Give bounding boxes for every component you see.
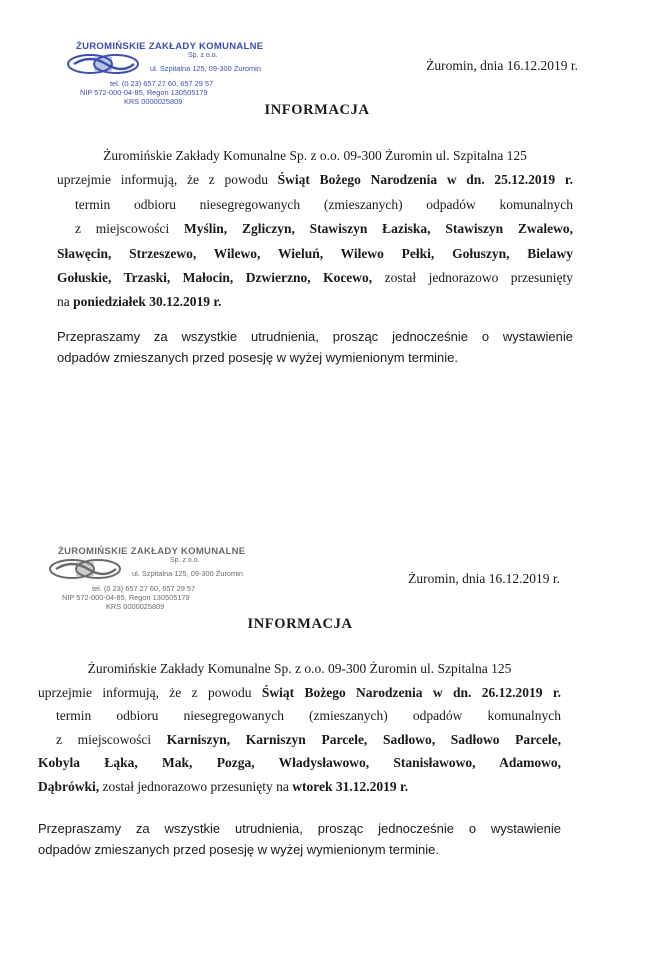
notice-title: INFORMACJA <box>247 616 353 632</box>
stamp-address: ul. Szpitalna 125, 09-300 Żuromin <box>150 64 261 73</box>
body-line <box>38 681 561 705</box>
localities: Dąbrówki, <box>38 778 100 794</box>
body-line: termin odbioru niesegregowanych (zmieszanych) odpadów komunalnych <box>56 708 561 724</box>
notice-1 <box>0 0 650 450</box>
body-text: został jednorazowo przesunięty na <box>99 778 293 794</box>
new-pickup-date: poniedziałek 30.12.2019 r. <box>73 294 222 310</box>
body-line: Żuromińskie Zakłady Komunalne Sp. z o.o. 09-300 Żuromin ul. Szpitalna 125 <box>103 148 527 163</box>
notice-2 <box>0 515 650 965</box>
stamp-phone: tel. (0 23) 657 27 60, 657 29 57 <box>110 79 214 88</box>
stamp-legal-form: Sp. z o.o. <box>188 52 218 59</box>
notice-date: Żuromin, dnia 16.12.2019 r. <box>426 58 578 73</box>
apology-paragraph <box>57 326 573 368</box>
body-text: uprzejmie informują, że z powodu <box>57 172 278 188</box>
holiday-date: Świąt Bożego Narodzenia w dn. 26.12.2019 r. <box>261 684 561 700</box>
new-pickup-date: wtorek 31.12.2019 r. <box>292 778 409 794</box>
body-text: został jednorazowo przesunięty <box>372 270 573 286</box>
body-line: odpadów zmieszanych przed posesję w wyżej wymienionym terminie. <box>38 841 440 857</box>
localities: Kobyla Łąka, Mak, Pozga, Władysławowo, Stanisławowo, Adamowo, <box>38 755 561 771</box>
stamp-company-name: ŻUROMIŃSKIE ZAKŁADY KOMUNALNE <box>58 546 246 557</box>
notice-body <box>38 657 561 860</box>
body-line: odpadów zmieszanych przed posesję w wyżej wymienionym terminie. <box>57 349 459 365</box>
localities: Karniszyn, Karniszyn Parcele, Sadłowo, Sadłowo Parcele, <box>166 731 562 747</box>
body-line <box>38 728 561 752</box>
stamp-krs: KRS 0000025809 <box>106 602 165 611</box>
localities: Gołuskie, Trzaski, Małocin, Dzwierzno, Kocewo, <box>57 270 373 286</box>
stamp-phone: tel. (0 23) 657 27 60, 657 29 57 <box>92 584 196 593</box>
body-line <box>57 168 573 192</box>
stamp-krs: KRS 0000025809 <box>124 97 183 106</box>
notice-title: INFORMACJA <box>264 102 370 118</box>
body-line <box>57 290 573 314</box>
body-line <box>57 217 573 241</box>
body-line: Przepraszamy za wszystkie utrudnienia, prosząc jednocześnie o wystawienie <box>57 328 573 344</box>
body-text: z miejscowości <box>56 731 167 747</box>
body-line <box>38 775 561 799</box>
notice-date: Żuromin, dnia 16.12.2019 r. <box>408 571 560 586</box>
body-text: na <box>57 294 74 310</box>
stamp-address: ul. Szpitalna 125, 09-300 Żuromin <box>132 569 243 578</box>
body-line: Przepraszamy za wszystkie utrudnienia, prosząc jednocześnie o wystawienie <box>38 820 561 836</box>
localities: Myślin, Zgliczyn, Stawiszyn Łaziska, Stawiszyn Zwalewo, <box>184 221 573 237</box>
stamp-nip: NIP 572-000-04-85, Regon 130505179 <box>62 593 190 602</box>
company-stamp <box>40 542 250 620</box>
apology-paragraph <box>38 818 561 860</box>
body-line <box>57 242 573 266</box>
body-line <box>38 751 561 775</box>
localities: Sławęcin, Strzeszewo, Wilewo, Wieluń, Wilewo Pełki, Gołuszyn, Bielawy <box>57 245 573 261</box>
body-text: uprzejmie informują, że z powodu <box>38 684 262 700</box>
stamp-company-name: ŻUROMIŃSKIE ZAKŁADY KOMUNALNE <box>76 41 264 52</box>
body-text: z miejscowości <box>75 221 185 237</box>
body-line: termin odbioru niesegregowanych (zmieszanych) odpadów komunalnych <box>75 196 573 212</box>
stamp-nip: NIP 572-000-04-85, Regon 130505179 <box>80 88 208 97</box>
holiday-date: Świąt Bożego Narodzenia w dn. 25.12.2019 r. <box>277 172 574 188</box>
body-line <box>57 266 573 290</box>
company-logo-icon <box>64 51 142 75</box>
stamp-legal-form: Sp. z o.o. <box>170 557 200 564</box>
body-line: Żuromińskie Zakłady Komunalne Sp. z o.o. 09-300 Żuromin ul. Szpitalna 125 <box>87 661 512 676</box>
company-logo-icon <box>46 556 124 580</box>
notice-body <box>57 144 573 368</box>
